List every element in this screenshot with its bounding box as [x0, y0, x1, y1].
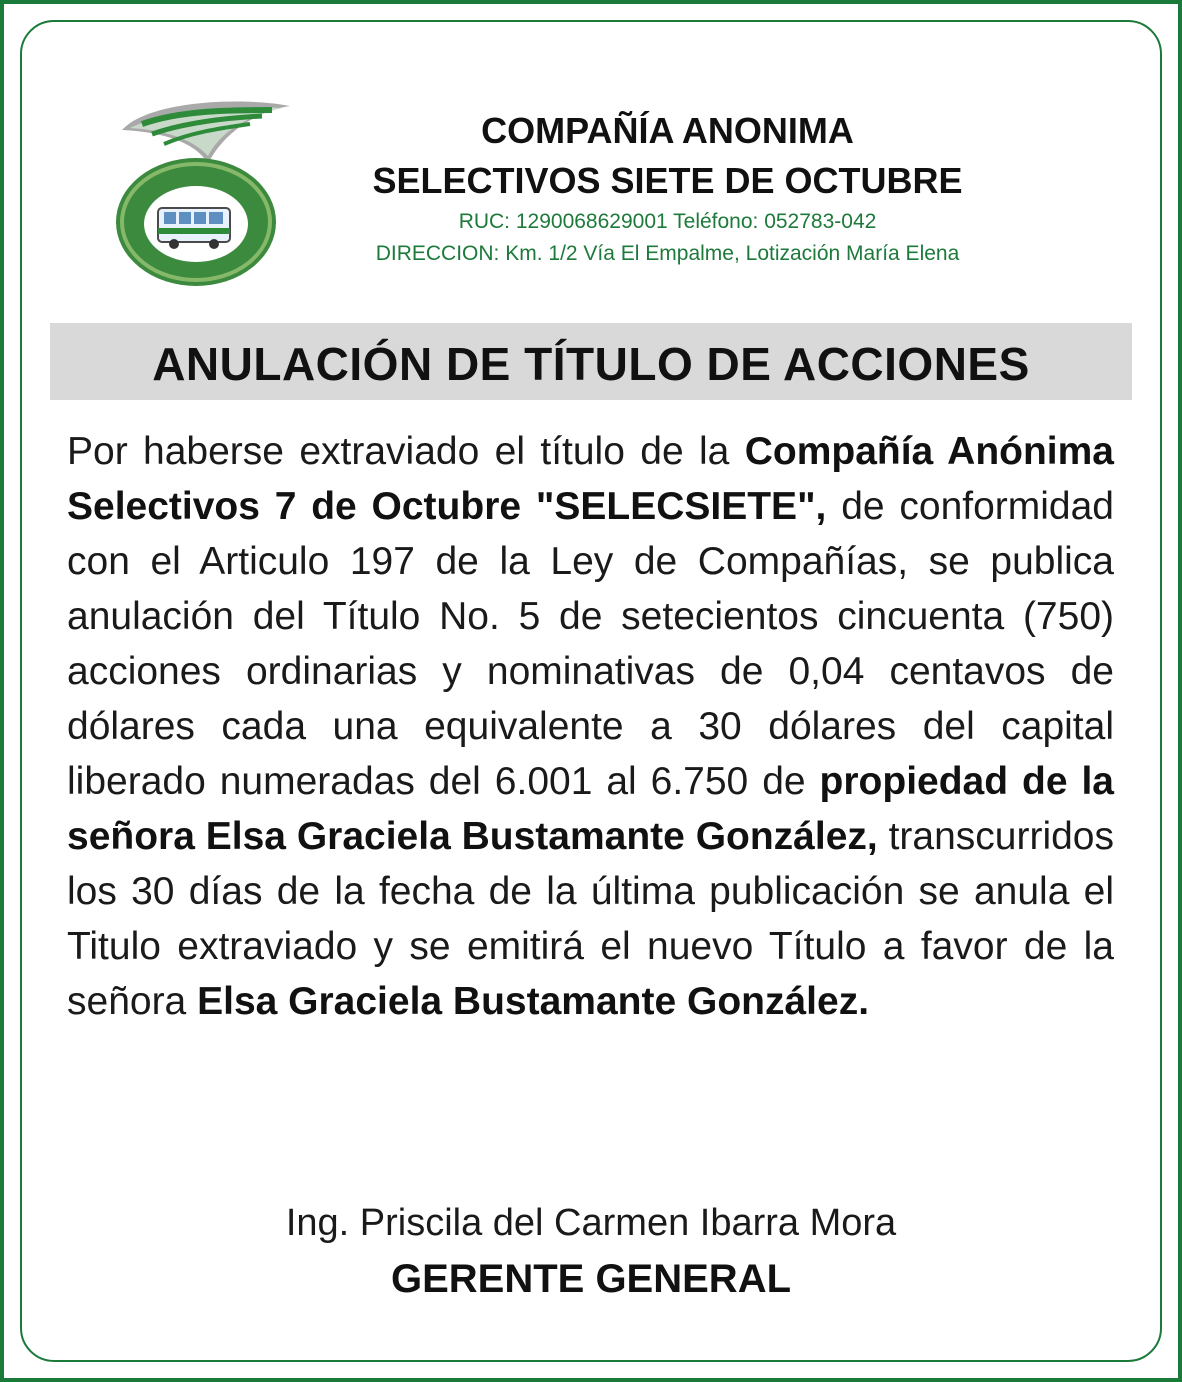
- logo-graphic: [112, 100, 292, 290]
- company-name-line2: SELECTIVOS SIETE DE OCTUBRE: [372, 160, 963, 201]
- company-name-line1: COMPAÑÍA ANONIMA: [481, 110, 854, 151]
- signer-name: Ing. Priscila del Carmen Ibarra Mora: [285, 1202, 897, 1244]
- body-segment-bold: propiedad de la señora Elsa Graciela Bustamante González,: [67, 760, 1115, 858]
- company-header: [300, 106, 1035, 270]
- body-segment-bold: Elsa Graciela Bustamante González.: [197, 980, 870, 1023]
- company-address: DIRECCION: Km. 1/2 Vía El Empalme, Lotización María Elena: [375, 242, 960, 265]
- company-ruc-phone: RUC: 1290068629001 Teléfono: 052783-042: [458, 210, 877, 233]
- notice-body: [67, 424, 1114, 1029]
- bus-emblem-logo: [112, 100, 292, 290]
- body-segment: Por haberse extraviado el título de la: [67, 430, 745, 473]
- notice-title: ANULACIÓN DE TÍTULO DE ACCIONES: [50, 323, 1132, 400]
- signer-role: GERENTE GENERAL: [390, 1257, 792, 1301]
- body-segment-bold: Compañía Anónima Selectivos 7 de Octubre "SELECSIETE",: [67, 430, 1114, 528]
- body-segment: de conformidad con el Articulo 197 de la Ley de Compañías, se publica anulación del Título No. 5 de setecientos cincuenta (750) acciones ordinarias y nominativas de 0,04 centavos de dólares cada una equivalente a 30 dólares del capital liberado numeradas del 6.001 al 6.750 de: [67, 485, 1114, 803]
- body-segment: transcurridos los 30 días de la fecha de la última publicación se anula el Titulo extraviado y se emitirá el nuevo Título a favor de la señora: [67, 815, 1114, 1023]
